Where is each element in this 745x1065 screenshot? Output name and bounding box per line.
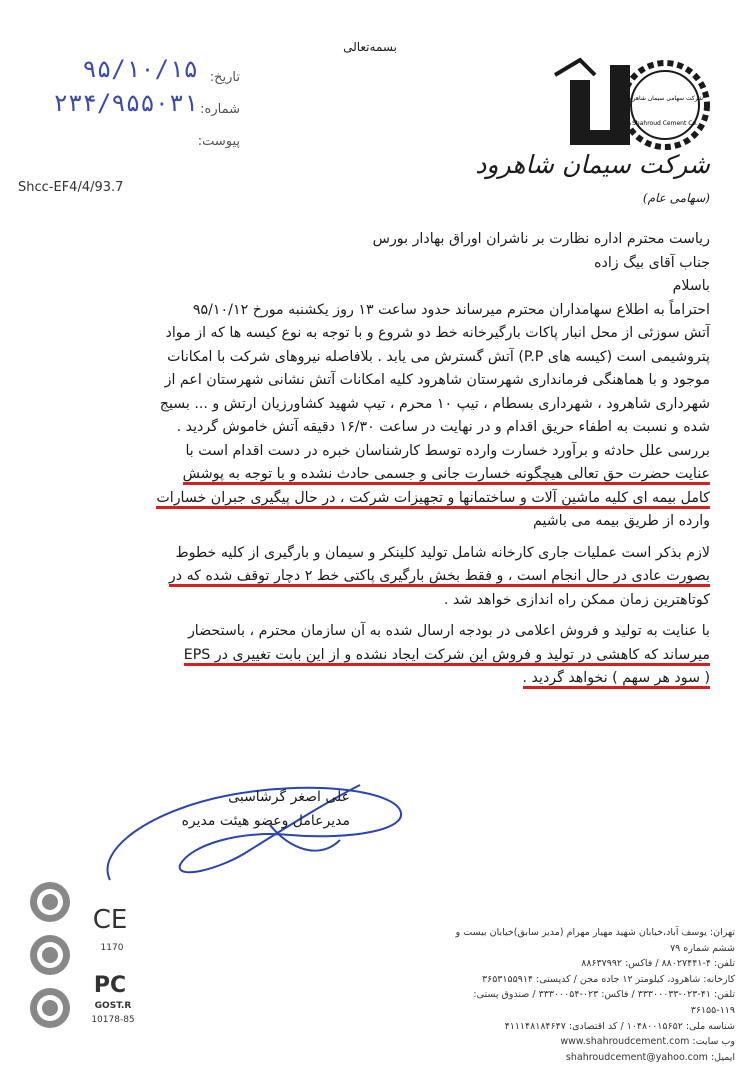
number-label: شماره: <box>200 102 240 117</box>
footer-line-1: تهران: یوسف آباد،خیابان شهید مهیار مهرام (مدیر سابق)خیابان بیست و ششم شماره ۷۹ <box>455 927 735 954</box>
gost-number: 10178-85 <box>91 1015 135 1025</box>
highlighted-text: عنایت حضرت حق تعالی هیچگونه خسارت جانی و جسمی حادث نشده و با توجه به پوشش <box>183 466 710 485</box>
signatory-title: مدیرعامل وعضو هیئت مدیره <box>181 813 350 829</box>
highlighted-text: بصورت عادی در حال انجام است ، و فقط بخش بارگیری پاکتی خط ۲ دچار توقف شده که در <box>169 568 710 587</box>
logo-text: شرکت سهامی سیمان شاهرود <box>626 95 704 102</box>
paragraph-3-line-2 <box>40 565 710 589</box>
paragraph-4-line-1: با عنایت به تولید و فروش اعلامی در بودجه ارسال شده به آن سازمان محترم ، باستحضار <box>187 623 710 639</box>
footer-line-5: شناسه ملی: ۱۰۴۸۰۰۱۵۶۵۲ / کد اقتصادی: ۴۱۱۱۴۸۱۸۴۶۴۷ <box>504 1020 735 1032</box>
footer-address <box>455 925 735 1065</box>
company-logo <box>550 55 710 155</box>
paragraph-1-line-5: شهرداری شاهرود ، شهرداری بسطام ، تیپ ۱۰ محرم ، تیپ شهید کشاورزیان ارتش و ... بسیج <box>159 395 710 412</box>
tuv-cert-icon-1 <box>30 882 70 922</box>
form-code: Shcc-EF4/4/93.7 <box>18 180 124 195</box>
highlighted-text: کامل بیمه ای کلیه ماشین آلات و ساختمانها و تجهیزات شرکت ، در حال پیگیری جبران خسارات <box>156 490 710 509</box>
company-type: (سهامی عام) <box>642 191 710 205</box>
tuv-cert-icon-3 <box>30 988 70 1028</box>
footer-line-2: تلفن: ۴-۸۸۰۲۷۴۴۱ / فاکس: ۸۸۶۳۷۹۹۲ <box>581 958 735 970</box>
paragraph-4-line-2 <box>40 644 710 668</box>
paragraph-2-line-2 <box>40 463 710 487</box>
footer-line-6[interactable]: وب سایت: www.shahroudcement.com <box>560 1036 735 1048</box>
date-label: تاریخ: <box>209 70 240 85</box>
greeting: باسلام <box>672 278 710 294</box>
paragraph-2-line-4: وارده از طریق بیمه می باشیم <box>533 513 710 529</box>
tuv-cert-icon-2 <box>30 935 70 975</box>
letter-meta-values <box>48 52 198 120</box>
ce-number: 1170 <box>100 943 124 953</box>
paragraph-4-line-3 <box>40 667 710 691</box>
gost-label: GOST.R <box>94 1001 132 1011</box>
letter-body <box>40 228 710 691</box>
paragraph-1-line-3: پتروشیمی است (کیسه های P.P) آتش گسترش می یابد . بلافاصله نیروهای شرکت با امکانات <box>167 348 710 365</box>
basmala: بسمه‌تعالی <box>343 40 397 54</box>
recipient-line-2: جناب آقای بیگ زاده <box>594 254 710 271</box>
paragraph-3-line-1: لازم بذکر است عملیات جاری کارخانه شامل تولید کلینکر و سیمان و بارگیری از کلیه خطوط <box>175 544 710 561</box>
number-value: ۲۳۴/۹۵۵۰۳۱ <box>53 89 198 117</box>
footer-line-7[interactable]: ایمیل: shahroudcement@yahoo.com <box>565 1051 735 1063</box>
paragraph-2-line-1: بررسی علل حادثه و برآورد خسارت وارده توسط کارشناسان خبره در دست اقدام است با <box>185 442 710 459</box>
highlighted-text: میرساند که کاهشی در تولید و فروش این شرکت ایجاد نشده و از این بابت تغییری در EPS <box>184 647 710 666</box>
recipient-line-1: ریاست محترم اداره نظارت بر ناشران اوراق بهادار بورس <box>372 231 710 247</box>
date-value: ۹۵/۱۰/۱۵ <box>82 55 198 83</box>
company-name-text: شرکت سیمان شاهرود <box>475 150 710 179</box>
ce-mark-icon: CE <box>92 905 128 935</box>
certification-logos <box>20 880 160 1040</box>
highlighted-text: ( سود هر سهم ) نخواهد گردید . <box>523 670 710 689</box>
paragraph-2-line-3 <box>40 487 710 511</box>
footer-line-4: تلفن: ۴۱-۰۲۳-۳۳۳۰۰۰۳۳ / فاکس: ۰۲۳-۳۳۳۰۰۰۵۴ / صندوق پستی: ۱۱۹-۳۶۱۵۵ <box>473 989 735 1016</box>
signatory-name: علی اصغر گرشاسبی <box>228 789 350 805</box>
attachment-label: پیوست: <box>197 134 240 149</box>
paragraph-1-line-1: احتراماً به اطلاع سهامداران محترم میرساند حدود ساعت ۱۳ روز یکشنبه مورخ ۹۵/۱۰/۱۲ <box>192 301 710 318</box>
footer-line-3: کارخانه: شاهرود، کیلومتر ۱۲ جاده مجن / کدپستی: ۳۶۵۳۱۵۵۹۱۴ <box>482 973 735 985</box>
paragraph-3-line-3: کوتاهترین زمان ممکن راه اندازی خواهد شد . <box>443 591 710 608</box>
company-name <box>470 150 710 208</box>
signature-block <box>170 785 350 833</box>
paragraph-1-line-6: شده و نسبت به اطفاء حریق اقدام و در نهایت در ساعت ۱۶/۳۰ دقیقه آتش خاموش گردید . <box>176 419 710 435</box>
paragraph-1-line-2: آتش سوزئی از محل انبار پاکات بارگیرخانه خط دو شروع و با توجه به نوع کیسه ها که از مواد <box>165 325 710 341</box>
pct-mark-icon: PC <box>93 973 127 998</box>
paragraph-1-line-4: موجود و با هماهنگی فرمانداری شهرستان شاهرود کلیه امکانات آتش نشانی شهرستان اعم از <box>164 372 710 388</box>
logo-text-en: Shahroud Cement Co. <box>632 120 698 127</box>
